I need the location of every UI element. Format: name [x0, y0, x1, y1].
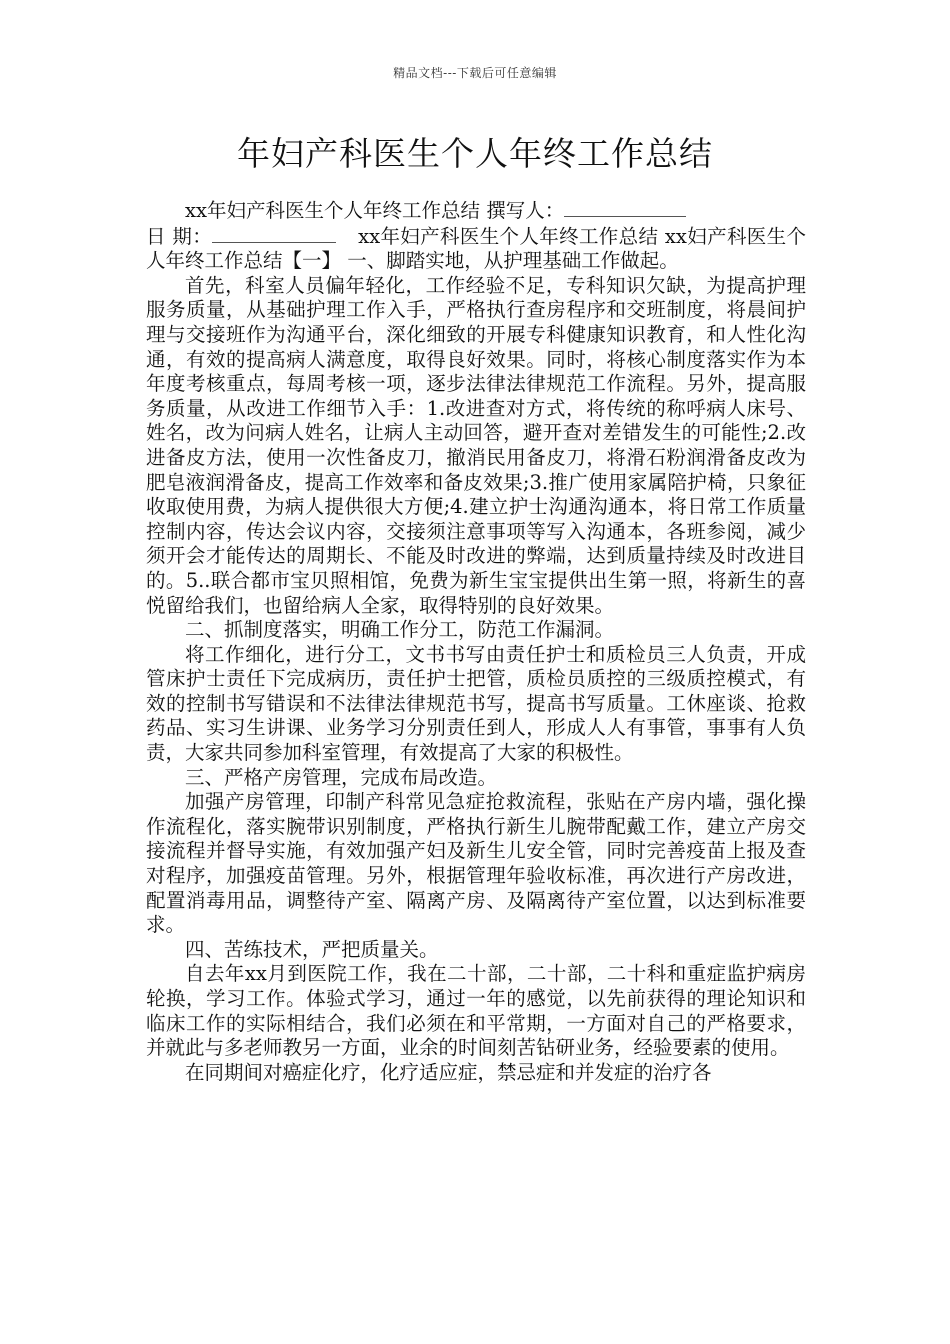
body-paragraph: 加强产房管理，印制产科常见急症抢救流程，张贴在产房内墙，强化操作流程化，落实腕带识别制度，严格执行新生儿腕带配戴工作，建立产房交接流程并督导实施，有效加强产妇及新生儿安全管，同时完善疫苗上报及查对程序，加强疫苗管理。另外，根据管理年验收标准，再次进行产房改进，配置消毒用品，调整待产室、隔离产房、及隔离待产室位置，以达到标准要求。: [146, 790, 806, 937]
section-heading-2: 二、抓制度落实，明确工作分工，防范工作漏洞。: [185, 618, 615, 642]
intro-paragraph: [146, 198, 806, 274]
section-heading-3: 三、严格产房管理，完成布局改造。: [185, 765, 498, 789]
page-header-note: 精品文档---下载后可任意编辑: [393, 66, 557, 80]
document-title: 年妇产科医生个人年终工作总结: [237, 134, 713, 173]
body-paragraph: 自去年xx月到医院工作，我在二十部，二十部，二十科和重症监护病房轮换，学习工作。体验式学习，通过一年的感觉，以先前获得的理论知识和临床工作的实际相结合，我们必须在和平常期，一方面对自己的严格要求，并就此与多老师教另一方面，业余的时间刻苦钻研业务，经验要素的使用。: [146, 962, 806, 1060]
intro-lead: xx年妇产科医生个人年终工作总结 撰写人：: [185, 199, 565, 222]
document-body: [146, 198, 806, 1085]
section-heading-4: 四、苦练技术，严把质量关。: [185, 937, 439, 961]
date-label: 日 期：: [146, 224, 213, 248]
author-blank-line: [564, 198, 686, 217]
body-paragraph-truncated: 在同期间对癌症化疗，化疗适应症，禁忌症和并发症的治疗各: [185, 1060, 712, 1084]
body-paragraph: 将工作细化，进行分工，文书书写由责任护士和质检员三人负责，开成管床护士责任下完成病历，责任护士把管，质检员质控的三级质控模式，有效的控制书写错误和不法律法律规范书写，提高书写质量。工休座谈、抢救药品、实习生讲课、业务学习分别责任到人，形成人人有事管，事事有人负责，大家共同参加科室管理，有效提高了大家的积极性。: [146, 642, 806, 765]
body-paragraph: 首先，科室人员偏年轻化，工作经验不足，专科知识欠缺，为提高护理服务质量，从基础护理工作入手，严格执行查房程序和交班制度，将晨间护理与交接班作为沟通平台，深化细致的开展专科健康知识教育，和人性化沟通，有效的提高病人满意度，取得良好效果。同时，将核心制度落实作为本年度考核重点，每周考核一项，逐步法律法律规范工作流程。另外，提高服务质量，从改进工作细节入手：1.改进查对方式，将传统的称呼病人床号、姓名，改为问病人姓名，让病人主动回答，避开查对差错发生的可能性;2.改进备皮方法，使用一次性备皮刀，撤消民用备皮刀，将滑石粉润滑备皮改为肥皂液润滑备皮，提高工作效率和备皮效果;3.推广使用家属陪护椅，只象征收取使用费，为病人提供很大方便;4.建立护士沟通沟通本，将日常工作质量控制内容，传达会议内容，交接须注意事项等写入沟通本，各班参阅，减少须开会才能传达的周期长、不能及时改进的弊端，达到质量持续及时改进目的。5..联合都市宝贝照相馆，免费为新生宝宝提供出生第一照，将新生的喜悦留给我们，也留给病人全家，取得特别的良好效果。: [146, 273, 806, 617]
date-blank-line: [212, 224, 336, 243]
intro-tail: xx年妇产科医生个人年终工作总结 xx妇产科医生个人年终工作总结【一】 一、脚踏实地，从护理基础工作做起。: [146, 224, 806, 273]
